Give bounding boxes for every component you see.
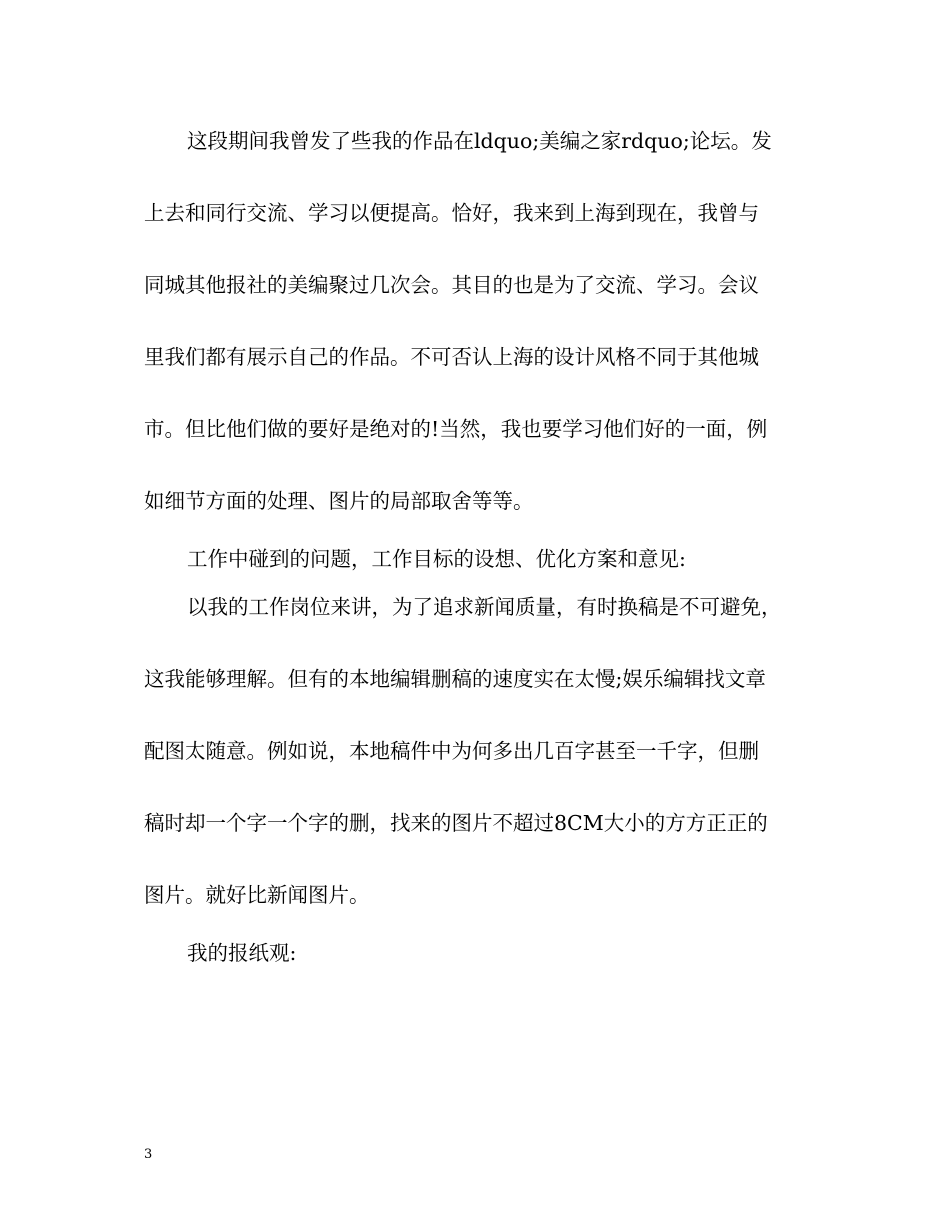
paragraph-line: 稿时却一个字一个字的删，找来的图片不超过8CM大小的方方正正的 [144,811,768,835]
paragraph-line: 工作中碰到的问题，工作目标的设想、优化方案和意见: [187,547,686,571]
page-number: 3 [144,1147,153,1162]
paragraph-line: 上去和同行交流、学习以便提高。恰好，我来到上海到现在，我曾与 [144,201,759,225]
body-text [144,121,814,973]
paragraph-line: 如细节方面的处理、图片的局部取舍等等。 [144,489,534,513]
paragraph-line: 图片。就好比新闻图片。 [144,883,370,907]
paragraph-line: 同城其他报社的美编聚过几次会。其目的也是为了交流、学习。会议 [144,273,759,297]
paragraph-line: 配图太随意。例如说，本地稿件中为何多出几百字甚至一千字，但删 [144,739,759,763]
paragraph-line: 我的报纸观: [187,941,297,965]
paragraph-line: 以我的工作岗位来讲，为了追求新闻质量，有时换稿是不可避免， [187,595,782,619]
paragraph-line: 市。但比他们做的要好是绝对的!当然，我也要学习他们好的一面，例 [144,417,768,441]
paragraph-line: 里我们都有展示自己的作品。不可否认上海的设计风格不同于其他城 [144,345,759,369]
paragraph-line: 这我能够理解。但有的本地编辑删稿的速度实在太慢;娱乐编辑找文章 [144,667,766,691]
paragraph-line: 这段期间我曾发了些我的作品在ldquo;美编之家rdquo;论坛。发 [187,129,772,153]
